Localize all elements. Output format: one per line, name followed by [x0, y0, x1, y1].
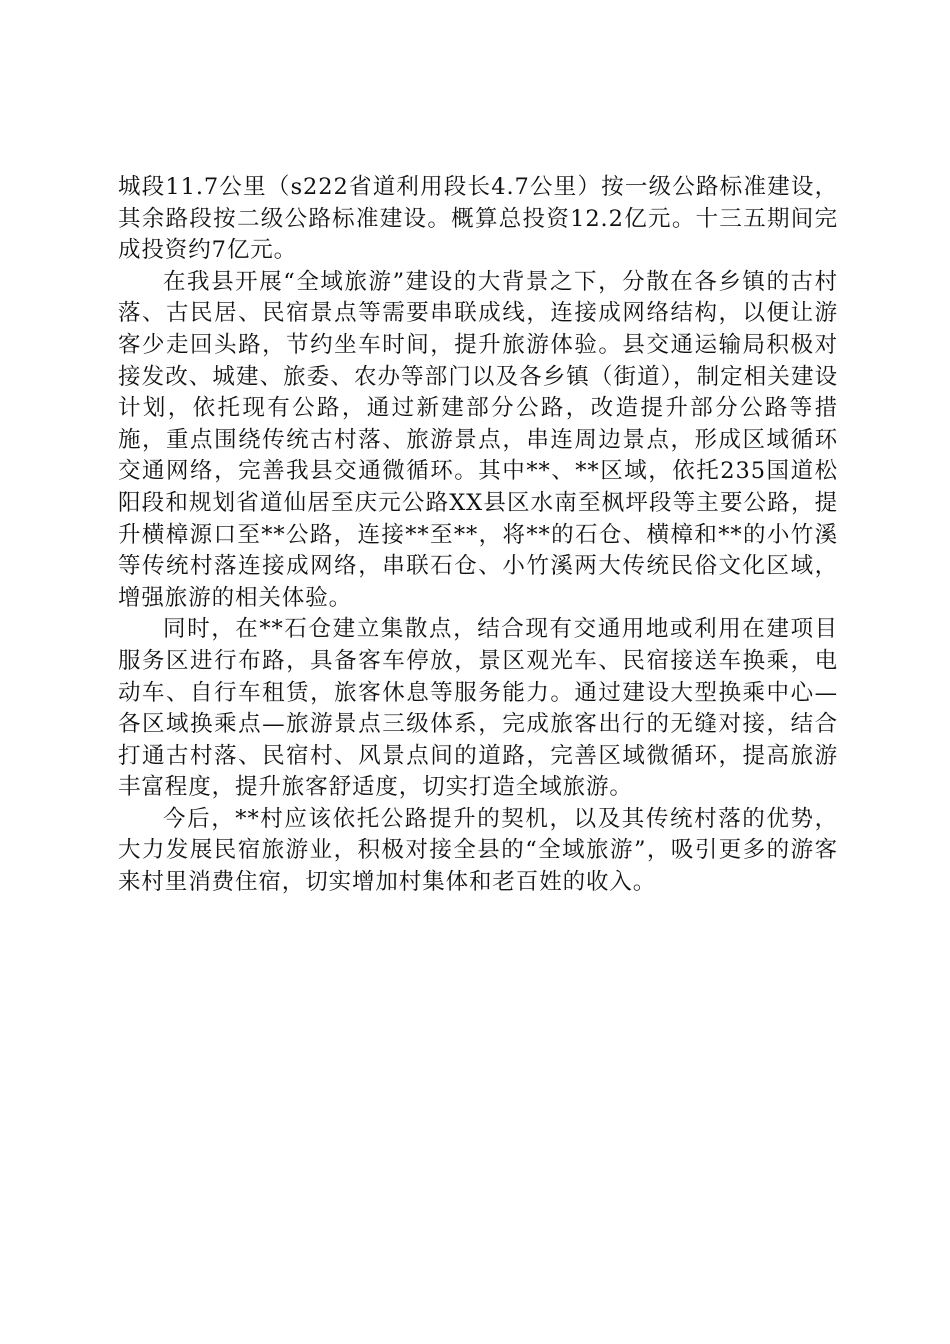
document-body [118, 172, 838, 899]
paragraph-tourism-network: 在我县开展“全域旅游”建设的大背景之下，分散在各乡镇的古村落、古民居、民宿景点等需要串联成线，连接成网络结构，以便让游客少走回头路，节约坐车时间，提升旅游体验。县交通运输局积极对接发改、城建、旅委、农办等部门以及各乡镇（街道），制定相关建设计划，依托现有公路，通过新建部分公路，改造提升部分公路等措施，重点围绕传统古村落、旅游景点，串连周边景点，形成区域循环交通网络，完善我县交通微循环。其中**、**区域，依托235国道松阳段和规划省道仙居至庆元公路XX县区水南至枫坪段等主要公路，提升横樟源口至**公路，连接**至**，将**的石仓、横樟和**的小竹溪等传统村落连接成网络，串联石仓、小竹溪两大传统民俗文化区域，增强旅游的相关体验。 [118, 268, 838, 611]
paragraph-future-plan: 今后，**村应该依托公路提升的契机，以及其传统村落的优势，大力发展民宿旅游业，积极对接全县的“全域旅游”，吸引更多的游客来村里消费住宿，切实增加村集体和老百姓的收入。 [118, 805, 838, 896]
paragraph-transfer-hub: 同时，在**石仓建立集散点，结合现有交通用地或利用在建项目服务区进行布路，具备客车停放，景区观光车、民宿接送车换乘，电动车、自行车租赁，旅客休息等服务能力。通过建设大型换乘中心—各区域换乘点—旅游景点三级体系，完成旅客出行的无缝对接，结合打通古村落、民宿村、风景点间的道路，完善区域微循环，提高旅游丰富程度，提升旅客舒适度，切实打造全域旅游。 [118, 616, 838, 801]
paragraph-project-investment: 城段11.7公里（s222省道利用段长4.7公里）按一级公路标准建设，其余路段按二级公路标准建设。概算总投资12.2亿元。十三五期间完成投资约7亿元。 [118, 174, 838, 264]
